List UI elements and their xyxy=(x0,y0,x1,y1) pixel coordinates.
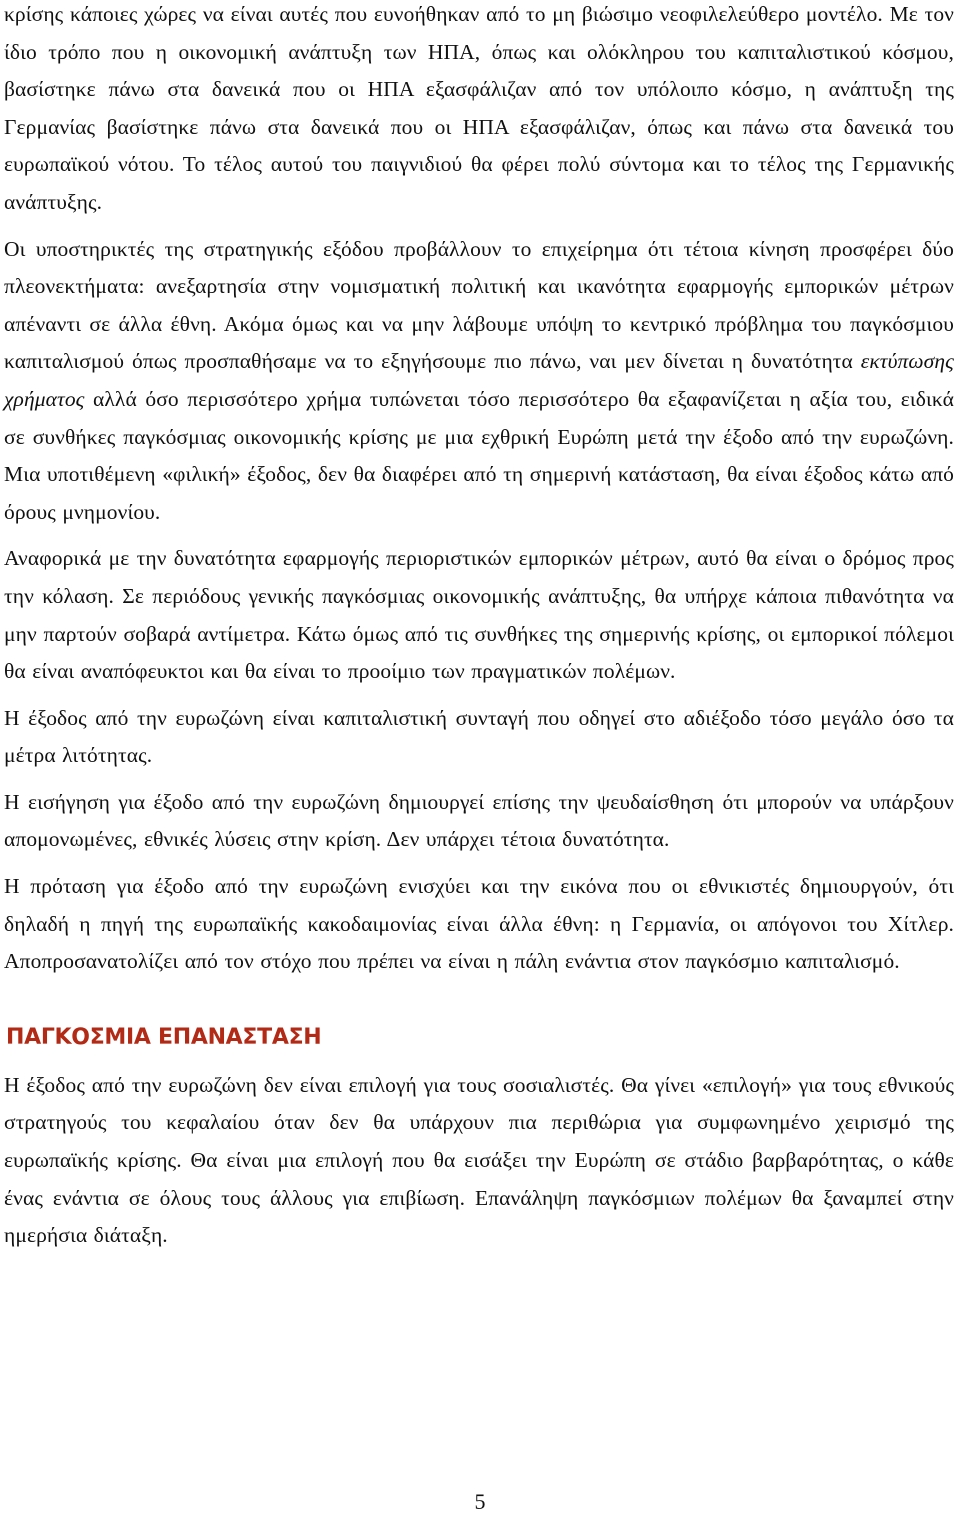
paragraph-trade-measures: Αναφορικά με την δυνατότητα εφαρμογής περιοριστικών εμπορικών μέτρων, αυτό θα είναι ο δρόμος προς την κόλαση. Σε περιόδους γενικής παγκόσμιας οικονομικής ανάπτυξης, θα υπήρχε κάποια πιθανότητα να μην παρτούν σοβαρά αντίμετρα. Κάτω όμως από τις συνθήκες της σημερινής κρίσης, οι εμπορικοί πόλεμοι θα είναι αναπόφευκτοι και θα είναι το προοίμιο των πραγματικών πολέμων. xyxy=(4,546,954,684)
section-heading: ΠΑΓΚΟΣΜΙΑ ΕΠΑΝΑΣΤΑΣΗ xyxy=(6,1024,322,1050)
document-page xyxy=(4,0,954,1255)
paragraph-eu-growth: κρίσης κάποιες χώρες να είναι αυτές που ευνοήθηκαν από το μη βιώσιμο νεοφιλελεύθερο μοντέλο. Με τον ίδιο τρόπο που η οικονομική ανάπτυξη των ΗΠΑ, όπως και ολόκληρου του καπιταλιστικού κόσμου, βασίστηκε πάνω στα δανεικά που οι ΗΠΑ εξασφάλιζαν από τον υπόλοιπο κόσμο, η ανάπτυξη της Γερμανίας βασίστηκε πάνω στα δανεικά που οι ΗΠΑ εξασφάλιζαν, όπως και πάνω στα δανεικά του ευρωπαϊκού νότου. Το τέλος αυτού του παιγνιδιού θα φέρει πολύ σύντομα και το τέλος της Γερμανικής ανάπτυξης. xyxy=(4,2,954,214)
paragraph-exit-strategy xyxy=(4,231,954,532)
page-number: 5 xyxy=(474,1489,486,1514)
paragraph-national-illusion: Η εισήγηση για έξοδο από την ευρωζώνη δημιουργεί επίσης την ψευδαίσθηση ότι μπορούν να υπάρξουν απομονωμένες, εθνικές λύσεις στην κρίση. Δεν υπάρχει τέτοια δυνατότητα. xyxy=(4,789,954,852)
paragraph-nationalist-image: Η πρόταση για έξοδο από την ευρωζώνη ενισχύει και την εικόνα που οι εθνικιστές δημιουργούν, ότι δηλαδή η πηγή της ευρωπαϊκής κακοδαιμονίας είναι άλλα έθνη: η Γερμανία, οι απόγονοι του Χίτλερ. Αποπροσανατολίζει από τον στόχο που πρέπει να είναι η πάλη ενάντια στον παγκόσμιο καπιταλισμό. xyxy=(4,874,954,974)
paragraph-socialist-option: Η έξοδος από την ευρωζώνη δεν είναι επιλογή για τους σοσιαλιστές. Θα γίνει «επιλογή» για τους εθνικούς στρατηγούς του κεφαλαίου όταν δεν θα υπάρχουν πια περιθώρια για συμφωνημένο χειρισμό της ευρωπαϊκής κρίσης. Θα είναι μια επιλογή που θα εισάξει την Ευρώπη σε στάδιο βαρβαρότητας, ο κάθε ένας ενάντια σε όλους τους άλλους για επιβίωση. Επανάληψη παγκόσμιων πολέμων θα ξαναμπεί στην ημερήσια διάταξη. xyxy=(4,1072,954,1248)
paragraph-capitalist-recipe: Η έξοδος από την ευρωζώνη είναι καπιταλιστική συνταγή που οδηγεί στο αδιέξοδο τόσο μεγάλο όσο τα μέτρα λιτότητας. xyxy=(4,705,954,768)
paragraph-exit-strategy-italic: εκτύπωσης χρήματος xyxy=(4,349,954,411)
paragraph-exit-strategy-text-after: αλλά όσο περισσότερο χρήμα τυπώνεται τόσο περισσότερο θα εξαφανίζεται η αξία του, ειδικά σε συνθήκες παγκόσμιας οικονομικής κρίσης με μια εχθρική Ευρώπη μετά την έξοδο από την ευρωζώνη. Μια υποτιθέμενη «φιλική» έξοδος, δεν θα διαφέρει από τη σημερινή κατάσταση, θα είναι έξοδος κάτω από όρους μνημονίου. xyxy=(4,386,954,524)
paragraph-exit-strategy-text-before: Οι υποστηρικτές της στρατηγικής εξόδου προβάλλουν το επιχείρημα ότι τέτοια κίνηση προσφέρει δύο πλεονεκτήματα: ανεξαρτησία στην νομισματική πολιτική και ικανότητα εφαρμογής εμπορικών μέτρων απέναντι σε άλλα έθνη. Ακόμα όμως και να μην λάβουμε υπόψη το κεντρικό πρόβλημα του παγκόσμιου καπιταλισμού όπως προσπαθήσαμε να το εξηγήσουμε πιο πάνω, ναι μεν δίνεται η δυνατότητα xyxy=(4,236,954,374)
